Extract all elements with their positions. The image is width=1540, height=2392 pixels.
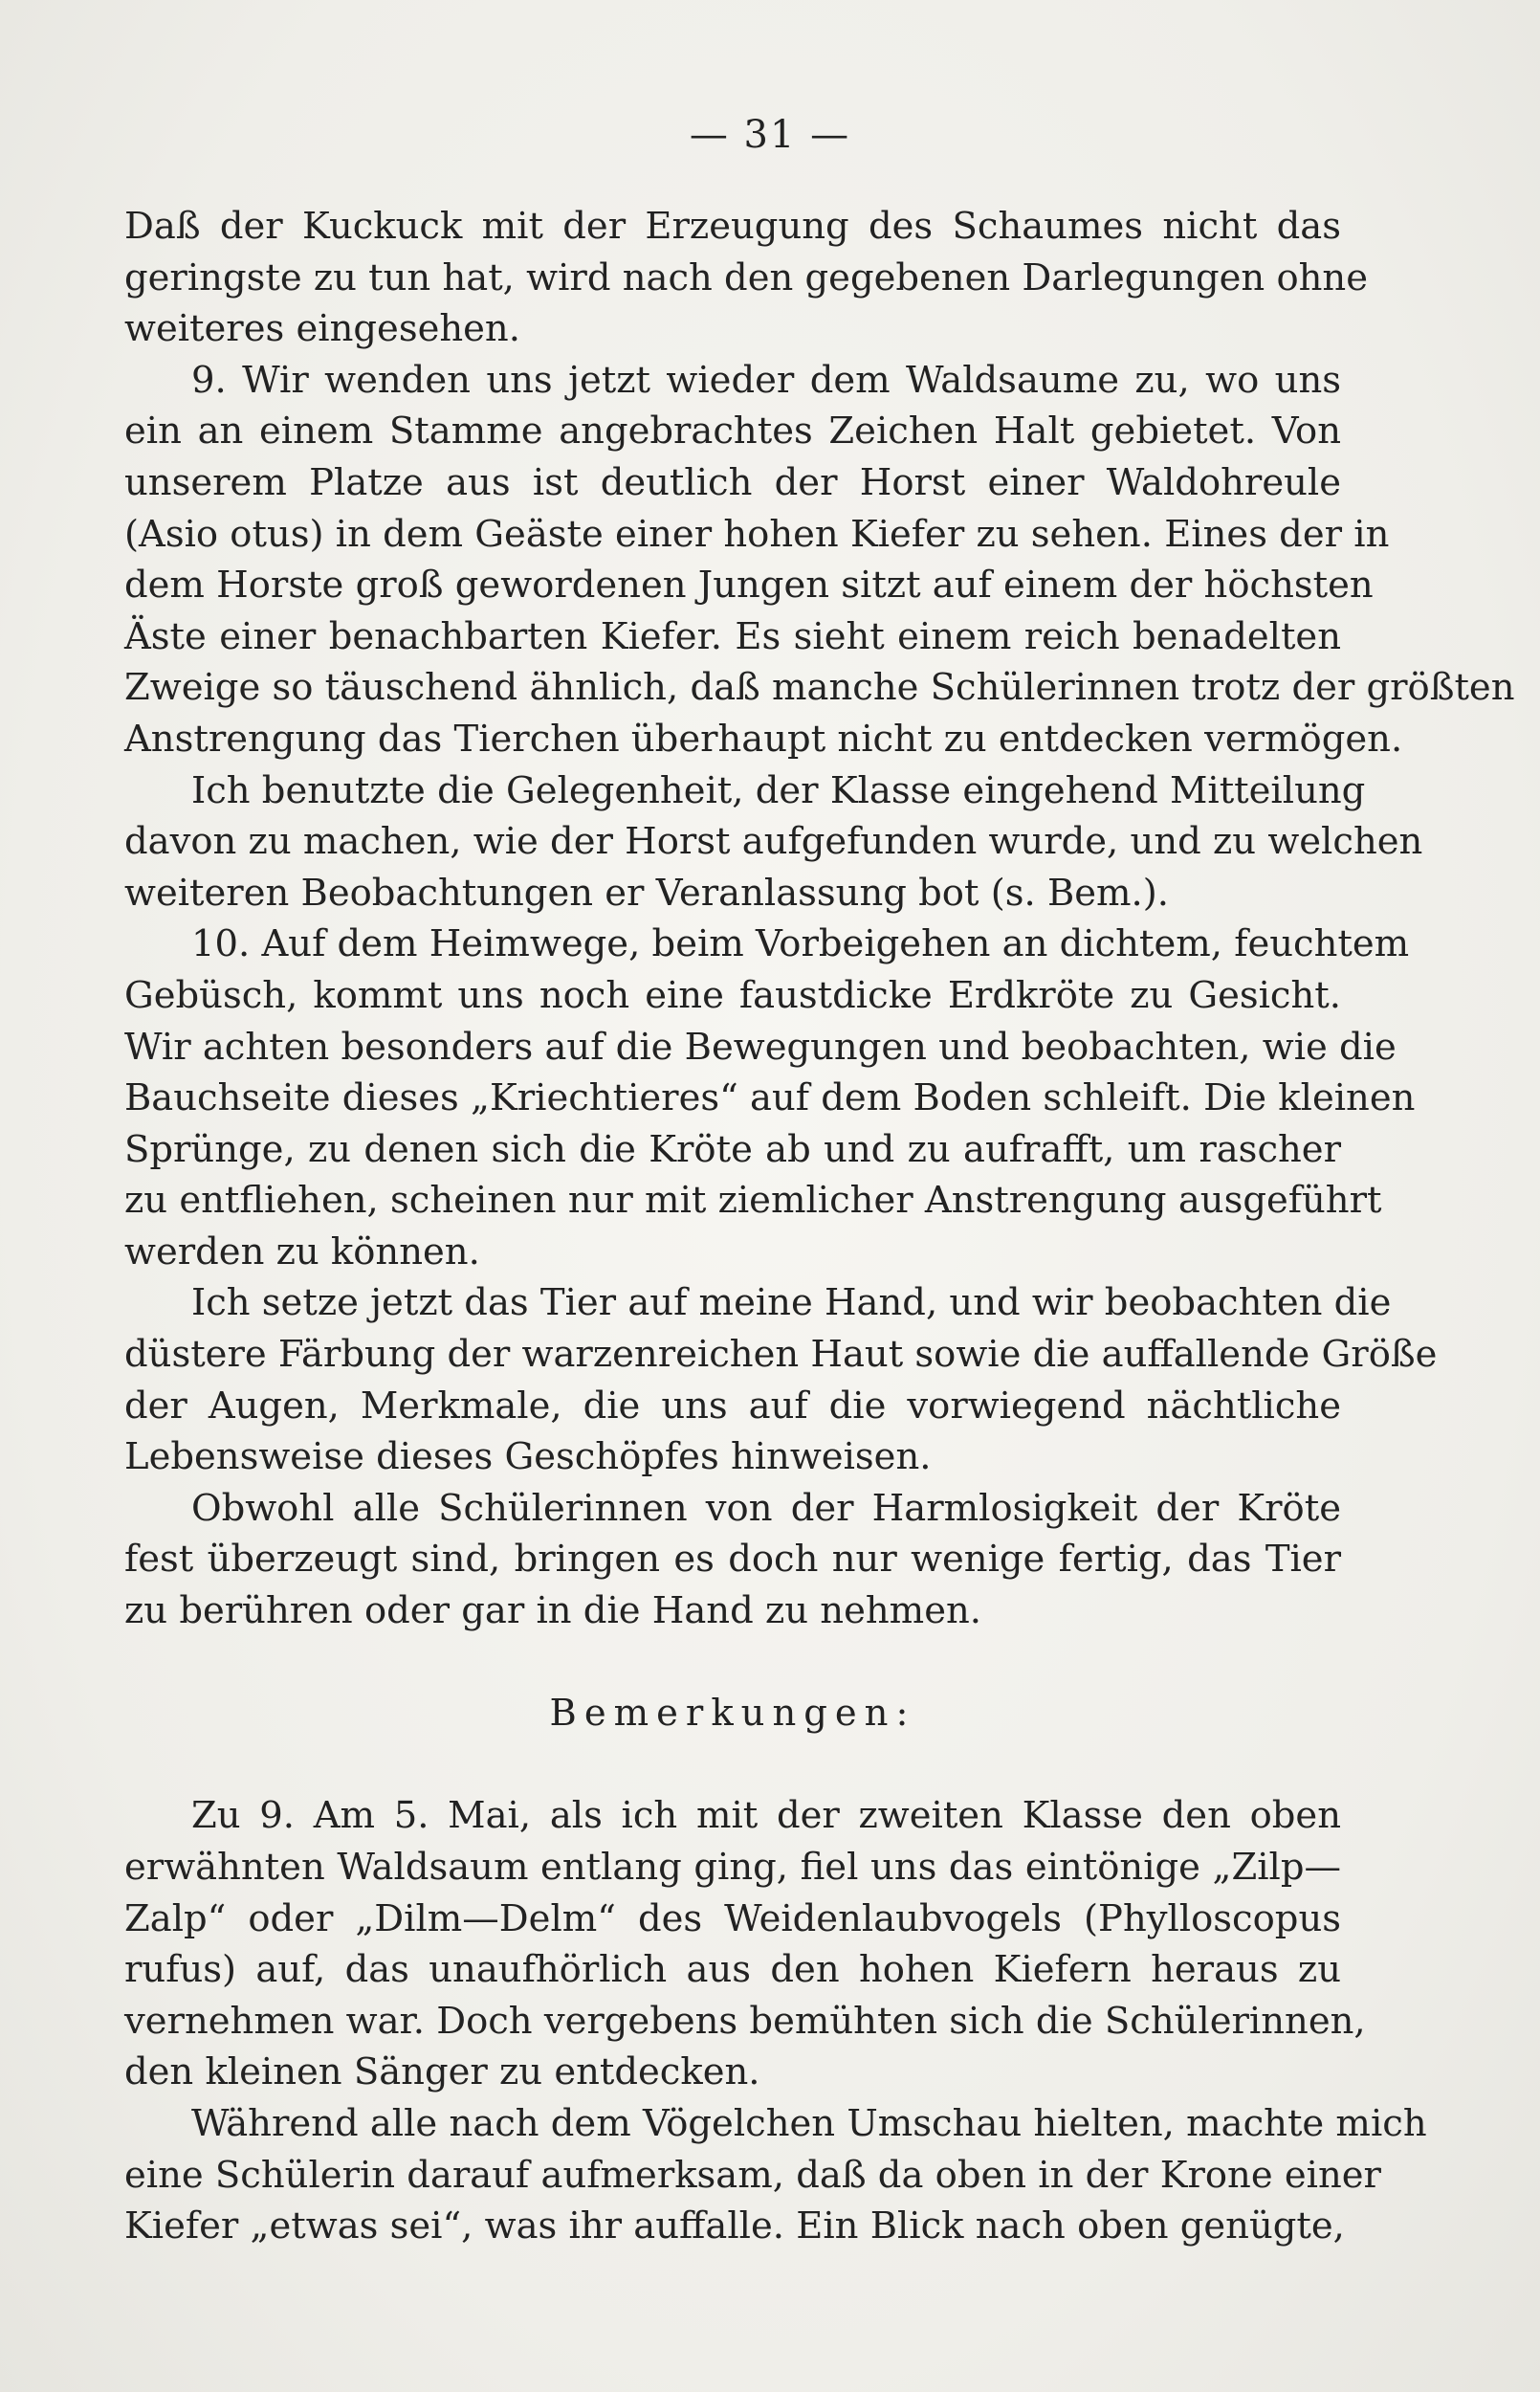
text-line: Zu 9. Am 5. Mai, als ich mit der zweiten Klasse den oben bbox=[191, 1794, 1341, 1838]
text-line: düstere Färbung der warzenreichen Haut sowie die auffallende Größe bbox=[124, 1333, 1438, 1377]
body-text bbox=[124, 201, 1515, 2252]
text-line: Sprünge, zu denen sich die Kröte ab und zu aufrafft, um rascher bbox=[124, 1127, 1341, 1171]
text-line: Ich benutzte die Gelegenheit, der Klasse eingehend Mitteilung bbox=[191, 768, 1366, 812]
text-line: (Asio otus) in dem Geäste einer hohen Kiefer zu sehen. Eines der in bbox=[124, 512, 1390, 556]
text-line: unserem Platze aus ist deutlich der Horst einer Waldohreule bbox=[124, 460, 1341, 504]
text-line: zu entfliehen, scheinen nur mit ziemlicher Anstrengung ausgeführt bbox=[124, 1179, 1382, 1223]
text-line: vernehmen war. Doch vergebens bemühten sich die Schülerinnen, bbox=[124, 1999, 1366, 2043]
text-line: Anstrengung das Tierchen überhaupt nicht zu entdecken vermögen. bbox=[124, 717, 1403, 761]
text-line: Kiefer „etwas sei“, was ihr auffalle. Ein Blick nach oben genügte, bbox=[124, 2204, 1345, 2248]
text-line: werden zu können. bbox=[124, 1229, 480, 1274]
section-heading: Bemerkungen: bbox=[549, 1692, 916, 1736]
text-line: Äste einer benachbarten Kiefer. Es sieht einem reich benadelten bbox=[124, 614, 1341, 658]
text-line: davon zu machen, wie der Horst aufgefunden wurde, und zu welchen bbox=[124, 820, 1423, 864]
text-line: Zweige so täuschend ähnlich, daß manche Schülerinnen trotz der größten bbox=[124, 666, 1515, 710]
text-line: rufus) auf, das unaufhörlich aus den hohen Kiefern heraus zu bbox=[124, 1948, 1341, 1992]
text-line: ein an einem Stamme angebrachtes Zeichen Halt gebietet. Von bbox=[124, 410, 1341, 454]
text-line: Wir achten besonders auf die Bewegungen und beobachten, wie die bbox=[124, 1025, 1397, 1069]
text-line: eine Schülerin darauf aufmerksam, daß da oben in der Krone einer bbox=[124, 2153, 1381, 2197]
text-line: zu berühren oder gar in die Hand zu nehmen. bbox=[124, 1589, 982, 1633]
text-line: Gebüsch, kommt uns noch eine faustdicke Erdkröte zu Gesicht. bbox=[124, 973, 1341, 1017]
text-line: weiteren Beobachtungen er Veranlassung bot (s. Bem.). bbox=[124, 871, 1170, 915]
text-line: geringste zu tun hat, wird nach den gegebenen Darlegungen ohne bbox=[124, 255, 1368, 299]
spacer bbox=[124, 1739, 1341, 1791]
text-line: dem Horste groß gewordenen Jungen sitzt auf einem der höchsten bbox=[124, 564, 1374, 608]
text-line: der Augen, Merkmale, die uns auf die vorwiegend nächtliche bbox=[124, 1384, 1341, 1428]
text-line: weiteres eingesehen. bbox=[124, 307, 520, 351]
text-line: 9. Wir wenden uns jetzt wieder dem Waldsaume zu, wo uns bbox=[191, 358, 1341, 402]
text-line: erwähnten Waldsaum entlang ging, fiel uns das eintönige „Zilp— bbox=[124, 1846, 1341, 1889]
text-line: Daß der Kuckuck mit der Erzeugung des Schaumes nicht das bbox=[124, 205, 1341, 248]
text-line: Lebensweise dieses Geschöpfes hinweisen. bbox=[124, 1435, 932, 1479]
text-line: den kleinen Sänger zu entdecken. bbox=[124, 2050, 760, 2094]
text-line: Zalp“ oder „Dilm—Delm“ des Weidenlaubvogels (Phylloscopus bbox=[124, 1896, 1341, 1940]
spacer bbox=[124, 1637, 1341, 1689]
text-line: Ich setze jetzt das Tier auf meine Hand, und wir beobachten die bbox=[191, 1281, 1392, 1325]
text-line: Bauchseite dieses „Kriechtieres“ auf dem Boden schleift. Die kleinen bbox=[124, 1076, 1416, 1120]
text-line: Obwohl alle Schülerinnen von der Harmlosigkeit der Kröte bbox=[191, 1486, 1341, 1530]
text-line: 10. Auf dem Heimwege, beim Vorbeigehen an dichtem, feuchtem bbox=[191, 922, 1410, 966]
text-line: fest überzeugt sind, bringen es doch nur wenige fertig, das Tier bbox=[124, 1538, 1341, 1582]
text-line: Während alle nach dem Vögelchen Umschau hielten, machte mich bbox=[191, 2101, 1427, 2145]
page-number: — 31 — bbox=[689, 113, 851, 157]
